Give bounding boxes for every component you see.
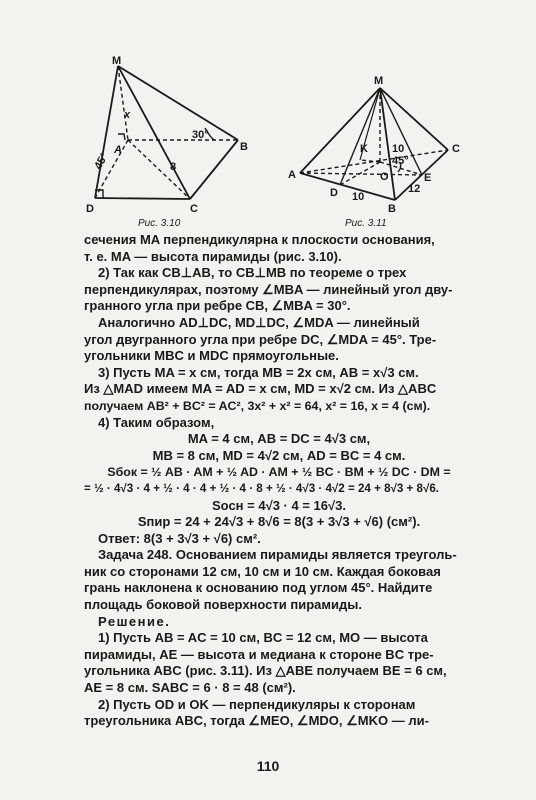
- text-line: Аналогично AD⊥DC, MD⊥DC, ∠MDA — линейный: [98, 314, 420, 330]
- text-line: перпендикулярах, поэтому ∠MBA — линейный угол дву-: [84, 281, 453, 297]
- fig311-label-c: C: [452, 143, 460, 155]
- fig311-label-b: B: [388, 203, 396, 215]
- fig310-caption: Рис. 3.10: [138, 218, 181, 229]
- formula-line: Sосн = 4√3 · 4 = 16√3.: [212, 497, 346, 513]
- text-line: грань наклонена к основанию под углом 45°. Найдите: [84, 580, 433, 596]
- text-line: гранного угла при ребре CB, ∠MBA = 30°.: [84, 298, 351, 314]
- formula-line: Sпир = 24 + 24√3 + 8√6 = 8(3 + 3√3 + √6) (см²).: [137, 514, 421, 530]
- text-line: треугольника ABC, тогда ∠MEO, ∠MDO, ∠MKO — ли-: [84, 713, 429, 729]
- fig311-label-o: O: [380, 171, 389, 183]
- fig311-label-10-k: 10: [392, 143, 405, 155]
- page-text: [84, 232, 474, 730]
- fig311-label-e: E: [424, 172, 432, 184]
- text-line: 4) Таким образом,: [98, 414, 215, 430]
- fig311-label-d: D: [330, 187, 338, 199]
- fig310-label-d: D: [86, 203, 94, 215]
- fig310-label-30: 30°: [192, 129, 209, 141]
- figure-3-10: [95, 66, 238, 199]
- formula-line: = ½ · 4√3 · 4 + ½ · 4 · 4 + ½ · 4 · 8 + ½ · 4√3 · 4√2 = 24 + 8√3 + 8√6.: [84, 481, 440, 495]
- fig310-label-a: A: [114, 144, 122, 156]
- text-line: Из △MAD имеем MA = AD = x см, MD = x√2 см. Из △ABC: [84, 381, 437, 397]
- page-number: 110: [256, 758, 280, 774]
- fig311-label-45: 45°: [392, 155, 409, 167]
- formula-line: MA = 4 см, AB = DC = 4√3 см,: [187, 431, 371, 447]
- solution-heading: Решение.: [98, 613, 171, 629]
- fig310-label-m: M: [112, 55, 122, 67]
- text-line: 2) Пусть OD и OK — перпендикуляры к сторонам: [98, 696, 416, 712]
- text-line: 1) Пусть AB = AC = 10 см, BC = 12 см, MO — высота: [98, 630, 428, 646]
- fig311-label-12: 12: [408, 183, 421, 195]
- text-line: ник со сторонами 12 см, 10 см и 10 см. Каждая боковая: [84, 563, 441, 579]
- text-line: получаем AB² + BC² = AC², 3x² + x² = 64, x² = 16, x = 4 (см).: [84, 398, 431, 413]
- fig311-label-a: A: [288, 169, 296, 181]
- fig310-label-b: B: [240, 141, 248, 153]
- fig310-label-c: C: [190, 203, 198, 215]
- text-line: 2) Так как CB⊥AB, то CB⊥MB по теореме о трех: [98, 265, 407, 281]
- fig310-label-x: x: [124, 109, 131, 121]
- text-line: площадь боковой поверхности пирамиды.: [84, 597, 362, 613]
- text-line: т. е. MA — высота пирамиды (рис. 3.10).: [84, 248, 342, 264]
- text-line: 3) Пусть MA = x см, тогда MB = 2x см, AB = x√3 см.: [98, 364, 419, 380]
- fig310-label-8: 8: [170, 161, 177, 173]
- text-line: угольника ABC (рис. 3.11). Из △ABE получаем BE = 6 см,: [84, 663, 447, 679]
- text-line: пирамиды, AE — высота и медиана к стороне BC тре-: [84, 646, 434, 662]
- answer-line: Ответ: 8(3 + 3√3 + √6) см².: [98, 530, 261, 546]
- text-line: угольники MBC и MDC прямоугольные.: [84, 348, 339, 364]
- formula-line: Sбок = ½ AB · AM + ½ AD · AM + ½ BC · BM + ½ DC · DM =: [107, 465, 451, 480]
- figures-area: [0, 0, 536, 232]
- text-line: угол двугранного угла при ребре DC, ∠MDA = 45°. Тре-: [84, 331, 437, 347]
- text-line: сечения MA перпендикулярна к плоскости основания,: [84, 232, 435, 247]
- fig311-label-k: K: [360, 143, 368, 155]
- text-line: AE = 8 см. SABC = 6 · 8 = 48 (см²).: [84, 680, 296, 696]
- fig310-label-45: 45°: [92, 151, 111, 172]
- formula-line: MB = 8 см, MD = 4√2 см, AD = BC = 4 см.: [152, 447, 406, 463]
- fig311-label-10-d: 10: [352, 191, 365, 203]
- problem-heading: Задача 248. Основанием пирамиды является треуголь-: [98, 547, 457, 563]
- fig311-label-m: M: [374, 75, 384, 87]
- fig311-caption: Рис. 3.11: [345, 218, 387, 229]
